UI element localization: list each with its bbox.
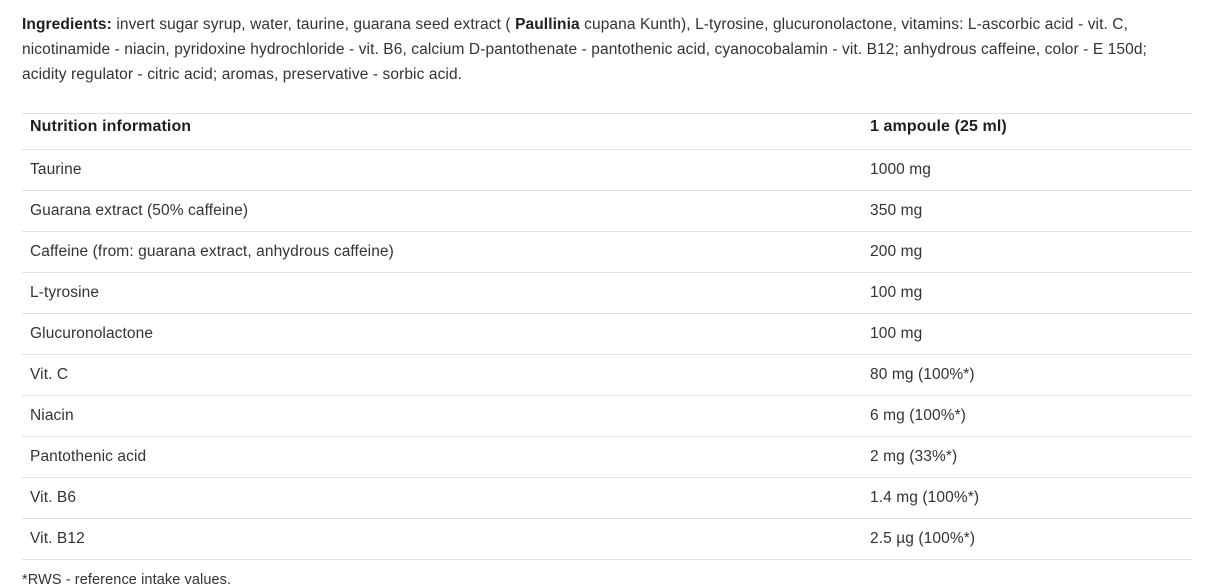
table-row	[22, 396, 1192, 437]
table-row	[22, 519, 1192, 560]
nutrient-name: Vit. B12	[22, 519, 862, 560]
nutrient-amount: 100 mg	[862, 314, 1192, 355]
ingredients-text-part-2: cupana Kunth), L-tyrosine, glucuronolactone, vitamins: L-ascorbic acid - vit. C, nicotinamide - niacin, pyridoxine hydrochloride - vit. B6, calcium D-pantothenate - pantothenic acid, cyanocobalamin - vit. B12; anhydrous caffeine, color - E 150d; acidity regulator - citric acid; aromas, preservative - sorbic acid.	[22, 16, 1147, 83]
nutrient-name: Pantothenic acid	[22, 437, 862, 478]
column-header-serving: 1 ampoule (25 ml)	[862, 114, 1192, 150]
nutrient-name: Niacin	[22, 396, 862, 437]
table-header-row	[22, 114, 1192, 150]
nutrient-name: Vit. B6	[22, 478, 862, 519]
table-row	[22, 232, 1192, 273]
nutrient-name: L-tyrosine	[22, 273, 862, 314]
nutrient-amount: 2 mg (33%*)	[862, 437, 1192, 478]
nutrient-amount: 350 mg	[862, 191, 1192, 232]
nutrient-amount: 6 mg (100%*)	[862, 396, 1192, 437]
nutrition-table-head	[22, 114, 1192, 150]
nutrition-table	[22, 113, 1192, 560]
ingredients-scientific-name: Paullinia	[515, 16, 580, 33]
nutrient-name: Glucuronolactone	[22, 314, 862, 355]
ingredients-label: Ingredients:	[22, 16, 112, 33]
nutrient-amount: 2.5 µg (100%*)	[862, 519, 1192, 560]
nutrient-amount: 1000 mg	[862, 150, 1192, 191]
nutrient-name: Guarana extract (50% caffeine)	[22, 191, 862, 232]
nutrition-table-body	[22, 150, 1192, 560]
nutrient-amount: 100 mg	[862, 273, 1192, 314]
nutrient-name: Taurine	[22, 150, 862, 191]
nutrient-name: Caffeine (from: guarana extract, anhydrous caffeine)	[22, 232, 862, 273]
table-row	[22, 478, 1192, 519]
table-row	[22, 273, 1192, 314]
table-row	[22, 150, 1192, 191]
table-row	[22, 314, 1192, 355]
nutrient-name: Vit. C	[22, 355, 862, 396]
footnote-reference-intake: *RWS - reference intake values.	[22, 572, 232, 588]
table-row	[22, 355, 1192, 396]
nutrient-amount: 1.4 mg (100%*)	[862, 478, 1192, 519]
ingredients-text-part-1: invert sugar syrup, water, taurine, guarana seed extract (	[111, 16, 516, 33]
table-row	[22, 437, 1192, 478]
nutrient-amount: 200 mg	[862, 232, 1192, 273]
table-row	[22, 191, 1192, 232]
ingredients-paragraph	[22, 12, 1192, 87]
nutrient-amount: 80 mg (100%*)	[862, 355, 1192, 396]
column-header-nutrition-information: Nutrition information	[22, 114, 862, 150]
